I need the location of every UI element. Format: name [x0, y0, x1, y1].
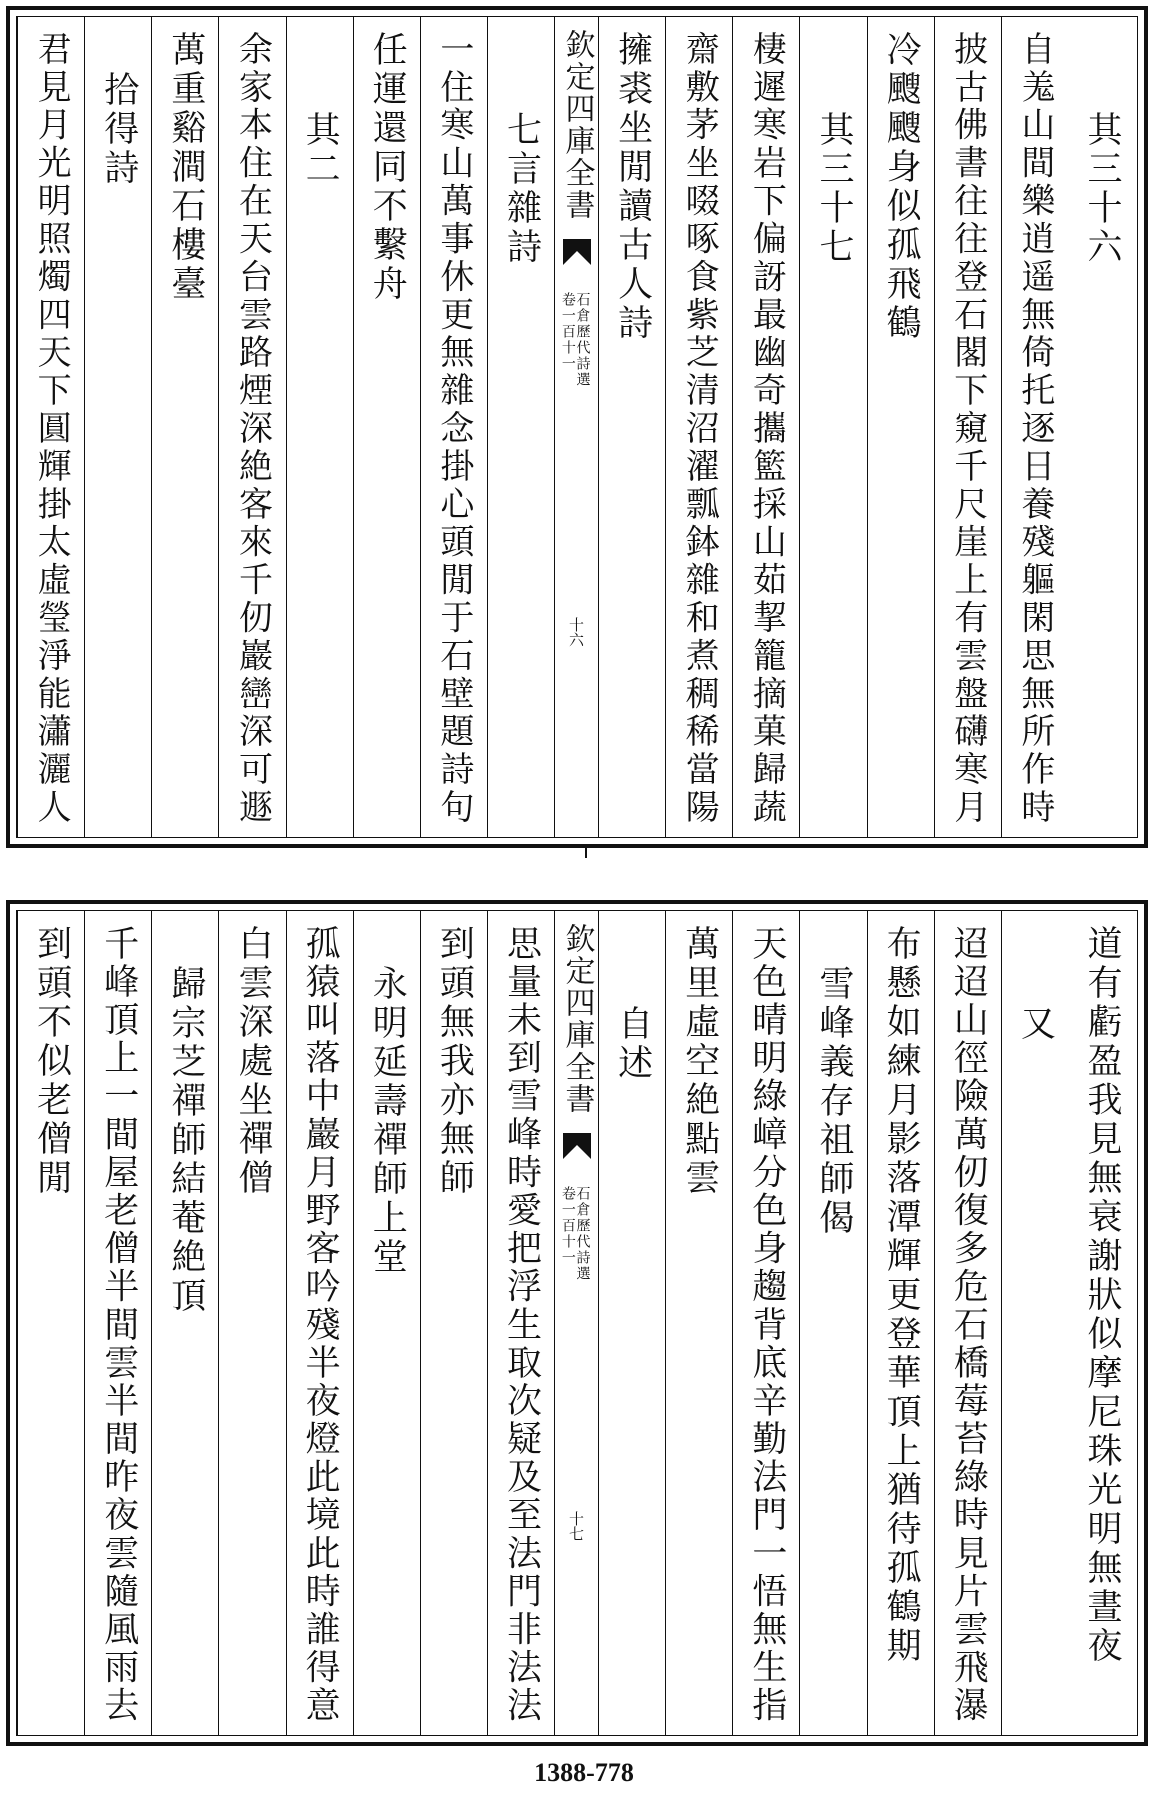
- center-volume: 卷一百十一: [559, 292, 576, 372]
- column-text: 拾得詩: [98, 71, 139, 188]
- column-text: 七言雜詩: [501, 111, 542, 267]
- top-page-frame: [16, 16, 1138, 838]
- text-column: [286, 911, 353, 1735]
- column-text: 其三十七: [813, 111, 854, 267]
- column-text: 萬里虛空絶點雲: [679, 925, 720, 1198]
- column-text: 千峰頂上一間屋老僧半間雲半間昨夜雲隨風雨去: [98, 925, 139, 1725]
- text-column: [420, 17, 487, 837]
- text-column: [732, 911, 799, 1735]
- column-text: 自述: [612, 1005, 653, 1083]
- text-column: [84, 17, 151, 837]
- text-column: [1068, 911, 1135, 1735]
- text-column: [487, 17, 554, 837]
- column-text: 到頭無我亦無師: [434, 925, 475, 1198]
- center-title: 欽定四庫全書: [559, 923, 595, 1115]
- center-book-title: 石倉歷代詩選: [574, 292, 591, 388]
- bottom-page: [6, 900, 1148, 1746]
- text-column: [867, 911, 934, 1735]
- column-text: 又: [1015, 1005, 1056, 1044]
- page-footer-label: 1388-778: [534, 1758, 634, 1787]
- column-text: 一住寒山萬事休更無雜念掛心頭閒于石壁題詩句: [433, 31, 474, 827]
- column-text: 到頭不似老僧閒: [31, 925, 72, 1198]
- text-column: [867, 17, 934, 837]
- column-text: 齋敷茅坐啜啄食紫芝清沼濯瓢鉢雜和煮稠稀當陽: [679, 31, 720, 827]
- text-column: [799, 911, 866, 1735]
- column-text: 棲遲寒岩下偏訝最幽奇攜籃採山茹挈籠摘菓歸蔬: [746, 31, 787, 827]
- text-column: [1001, 17, 1068, 837]
- text-column: [598, 911, 665, 1735]
- text-column: [934, 911, 1001, 1735]
- center-volume: 卷一百十一: [559, 1186, 576, 1266]
- text-column: [934, 17, 1001, 837]
- center-page-number: 十七: [567, 1511, 585, 1541]
- text-column: [151, 17, 218, 837]
- column-text: 其二: [300, 111, 341, 189]
- center-fold-strip: [554, 17, 598, 837]
- column-text: 自羗山間樂逍遥無倚托逐日養殘軀閑思無所作時: [1014, 31, 1055, 827]
- bottom-page-frame: [16, 910, 1138, 1736]
- column-text: 白雲深處坐禪僧: [232, 925, 273, 1198]
- text-column: [598, 17, 665, 837]
- column-text: 布懸如練月影落潭輝更登華頂上猶待孤鶴期: [881, 925, 922, 1666]
- column-text: 冷颼颼身似孤飛鶴: [881, 31, 922, 343]
- text-column: [286, 17, 353, 837]
- text-column: [17, 17, 84, 837]
- text-column: [732, 17, 799, 837]
- text-column: [420, 911, 487, 1735]
- fishtail-mark-icon: [563, 1133, 591, 1163]
- column-text: 道有虧盈我見無衰謝狀似摩尼珠光明無晝夜: [1081, 925, 1122, 1666]
- column-text: 其三十六: [1081, 111, 1122, 267]
- text-column: [84, 911, 151, 1735]
- text-column: [218, 17, 285, 837]
- text-column: [799, 17, 866, 837]
- page-divider-tick: [585, 848, 587, 858]
- center-book-title: 石倉歷代詩選: [574, 1186, 591, 1282]
- center-title: 欽定四庫全書: [559, 29, 595, 221]
- text-column: [665, 911, 732, 1735]
- column-text: 永明延壽禪師上堂: [367, 965, 408, 1277]
- center-fold-strip: [554, 911, 598, 1735]
- column-text: 雪峰義存祖師偈: [813, 965, 854, 1238]
- text-column: [1001, 911, 1068, 1735]
- text-column: [487, 911, 554, 1735]
- column-text: 天色晴明綠嶂分色身趨背底辛勤法門一悟無生指: [746, 925, 787, 1725]
- text-column: [151, 911, 218, 1735]
- column-text: 擁裘坐閒讀古人詩: [612, 31, 653, 343]
- column-text: 披古佛書往往登石閣下窺千尺崖上有雲盤礴寒月: [947, 31, 988, 827]
- column-text: 迢迢山徑險萬仞復多危石橋莓苔綠時見片雲飛瀑: [948, 925, 989, 1725]
- column-text: 歸宗芝禪師結菴絶頂: [165, 965, 206, 1316]
- column-text: 萬重谿澗石樓臺: [165, 31, 206, 304]
- column-text: 君見月光明照燭四天下圓輝掛太虛瑩淨能瀟灑人: [31, 31, 72, 827]
- text-column: [353, 911, 420, 1735]
- column-text: 思量未到雪峰時愛把浮生取次疑及至法門非法法: [501, 925, 542, 1725]
- text-column: [665, 17, 732, 837]
- fishtail-mark-icon: [563, 239, 591, 269]
- column-text: 余家本住在天台雲路煙深絶客來千仞巖巒深可遯: [232, 31, 273, 827]
- text-column: [353, 17, 420, 837]
- text-column: [17, 911, 84, 1735]
- top-page: [6, 6, 1148, 848]
- text-column: [1068, 17, 1135, 837]
- text-column: [218, 911, 285, 1735]
- center-page-number: 十六: [567, 617, 585, 647]
- column-text: 任運還同不繫舟: [367, 31, 408, 304]
- column-text: 孤猿叫落中巖月野客吟殘半夜燈此境此時誰得意: [300, 925, 341, 1725]
